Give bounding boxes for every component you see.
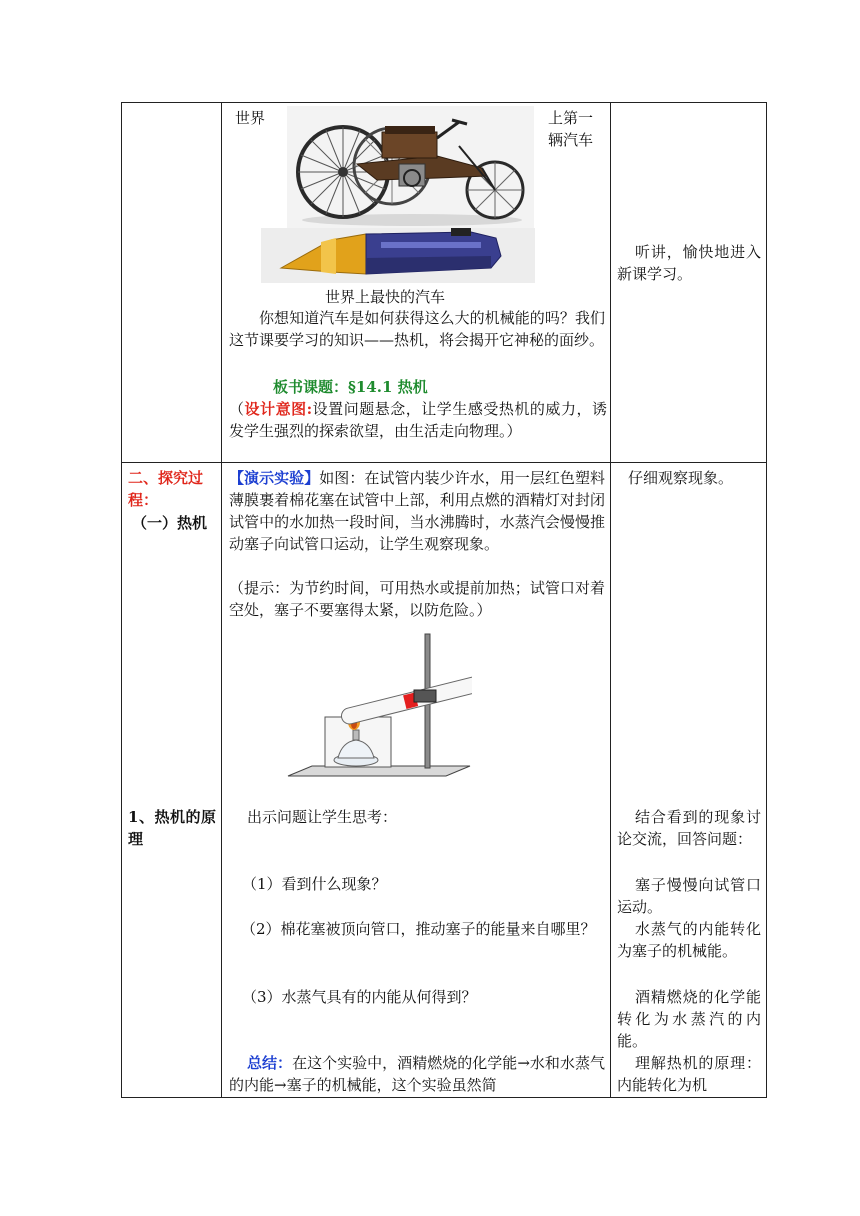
table-divider-1 <box>221 102 222 1098</box>
summary <box>229 1052 605 1096</box>
question-2: （2）棉花塞被顶向管口，推动塞子的能量来自哪里？ <box>241 920 596 938</box>
intro-paragraph: 你想知道汽车是如何获得这么大的机械能的吗？我们这节课要学习的知识——热机，将会揭开它神秘的面纱。 <box>229 309 605 349</box>
section-title-a: 二、探究过 <box>128 469 204 487</box>
design-intent-label: 设计意图: <box>244 400 313 418</box>
table-border-bottom <box>121 1097 767 1098</box>
experiment-diagram <box>286 632 472 782</box>
fastest-car-caption: 世界上最快的汽车 <box>325 288 446 306</box>
hint-paragraph: （提示：为节约时间，可用热水或提前加热；试管口对着空处，塞子不要塞得太紧，以防危险。） <box>229 579 605 619</box>
demo-text: 如图：在试管内装少许水，用一层红色塑料薄膜裹着棉花塞在试管中上部，利用点燃的酒精灯对封闭试管中的水加热一段时间，当水沸腾时，水蒸汽会慢慢推动塞子向试管口运动，让学生观察现象。 <box>229 469 605 553</box>
fastest-car-image <box>261 228 535 283</box>
board-title: 板书课题：§14.1 热机 <box>273 378 428 396</box>
answer-2: 塞子慢慢向试管口运动。 <box>617 876 761 916</box>
row2-student-activity: 仔细观察现象。 <box>628 469 734 487</box>
row-divider <box>121 462 767 463</box>
row1-student-activity: 听讲，愉快地进入新课学习。 <box>617 243 761 283</box>
question-1: （1）看到什么现象？ <box>242 875 387 893</box>
car-caption-left: 世界 <box>235 109 266 127</box>
table-border-left <box>121 102 122 1098</box>
question-intro: 出示问题让学生思考： <box>247 808 398 826</box>
summary-text: 在这个实验中，酒精燃烧的化学能→水和水蒸气的内能→塞子的机械能，这个实验虽然简 <box>229 1054 605 1094</box>
car-caption-right: 上第一辆汽车 <box>548 109 594 149</box>
principle-title: 1、热机的原理 <box>128 808 216 848</box>
section-title-b: 程： <box>128 491 159 509</box>
table-divider-2 <box>610 102 611 1098</box>
design-intent-text: 设置问题悬念，让学生感受热机的威力，诱发学生强烈的探索欲望，由生活走向物理。） <box>229 400 607 440</box>
subsection-heat-engine: （一）热机 <box>132 514 208 532</box>
table-border-right <box>766 102 767 1098</box>
table-border-top <box>121 102 767 103</box>
question-3: （3）水蒸气具有的内能从何得到？ <box>242 988 477 1006</box>
design-intent-open: （ <box>229 400 245 418</box>
first-car-image <box>287 106 534 228</box>
demo-label: 【演示实验】 <box>229 469 320 487</box>
answer-3: 水蒸气的内能转化为塞子的机械能。 <box>617 920 761 960</box>
answer-5: 理解热机的原理：内能转化为机 <box>617 1054 761 1094</box>
answer-1: 结合看到的现象讨论交流，回答问题： <box>617 808 761 848</box>
design-intent <box>229 398 607 442</box>
summary-label: 总结： <box>247 1054 293 1072</box>
demo-experiment <box>229 467 605 555</box>
answer-4: 酒精燃烧的化学能转化为水蒸汽的内能。 <box>617 988 761 1050</box>
